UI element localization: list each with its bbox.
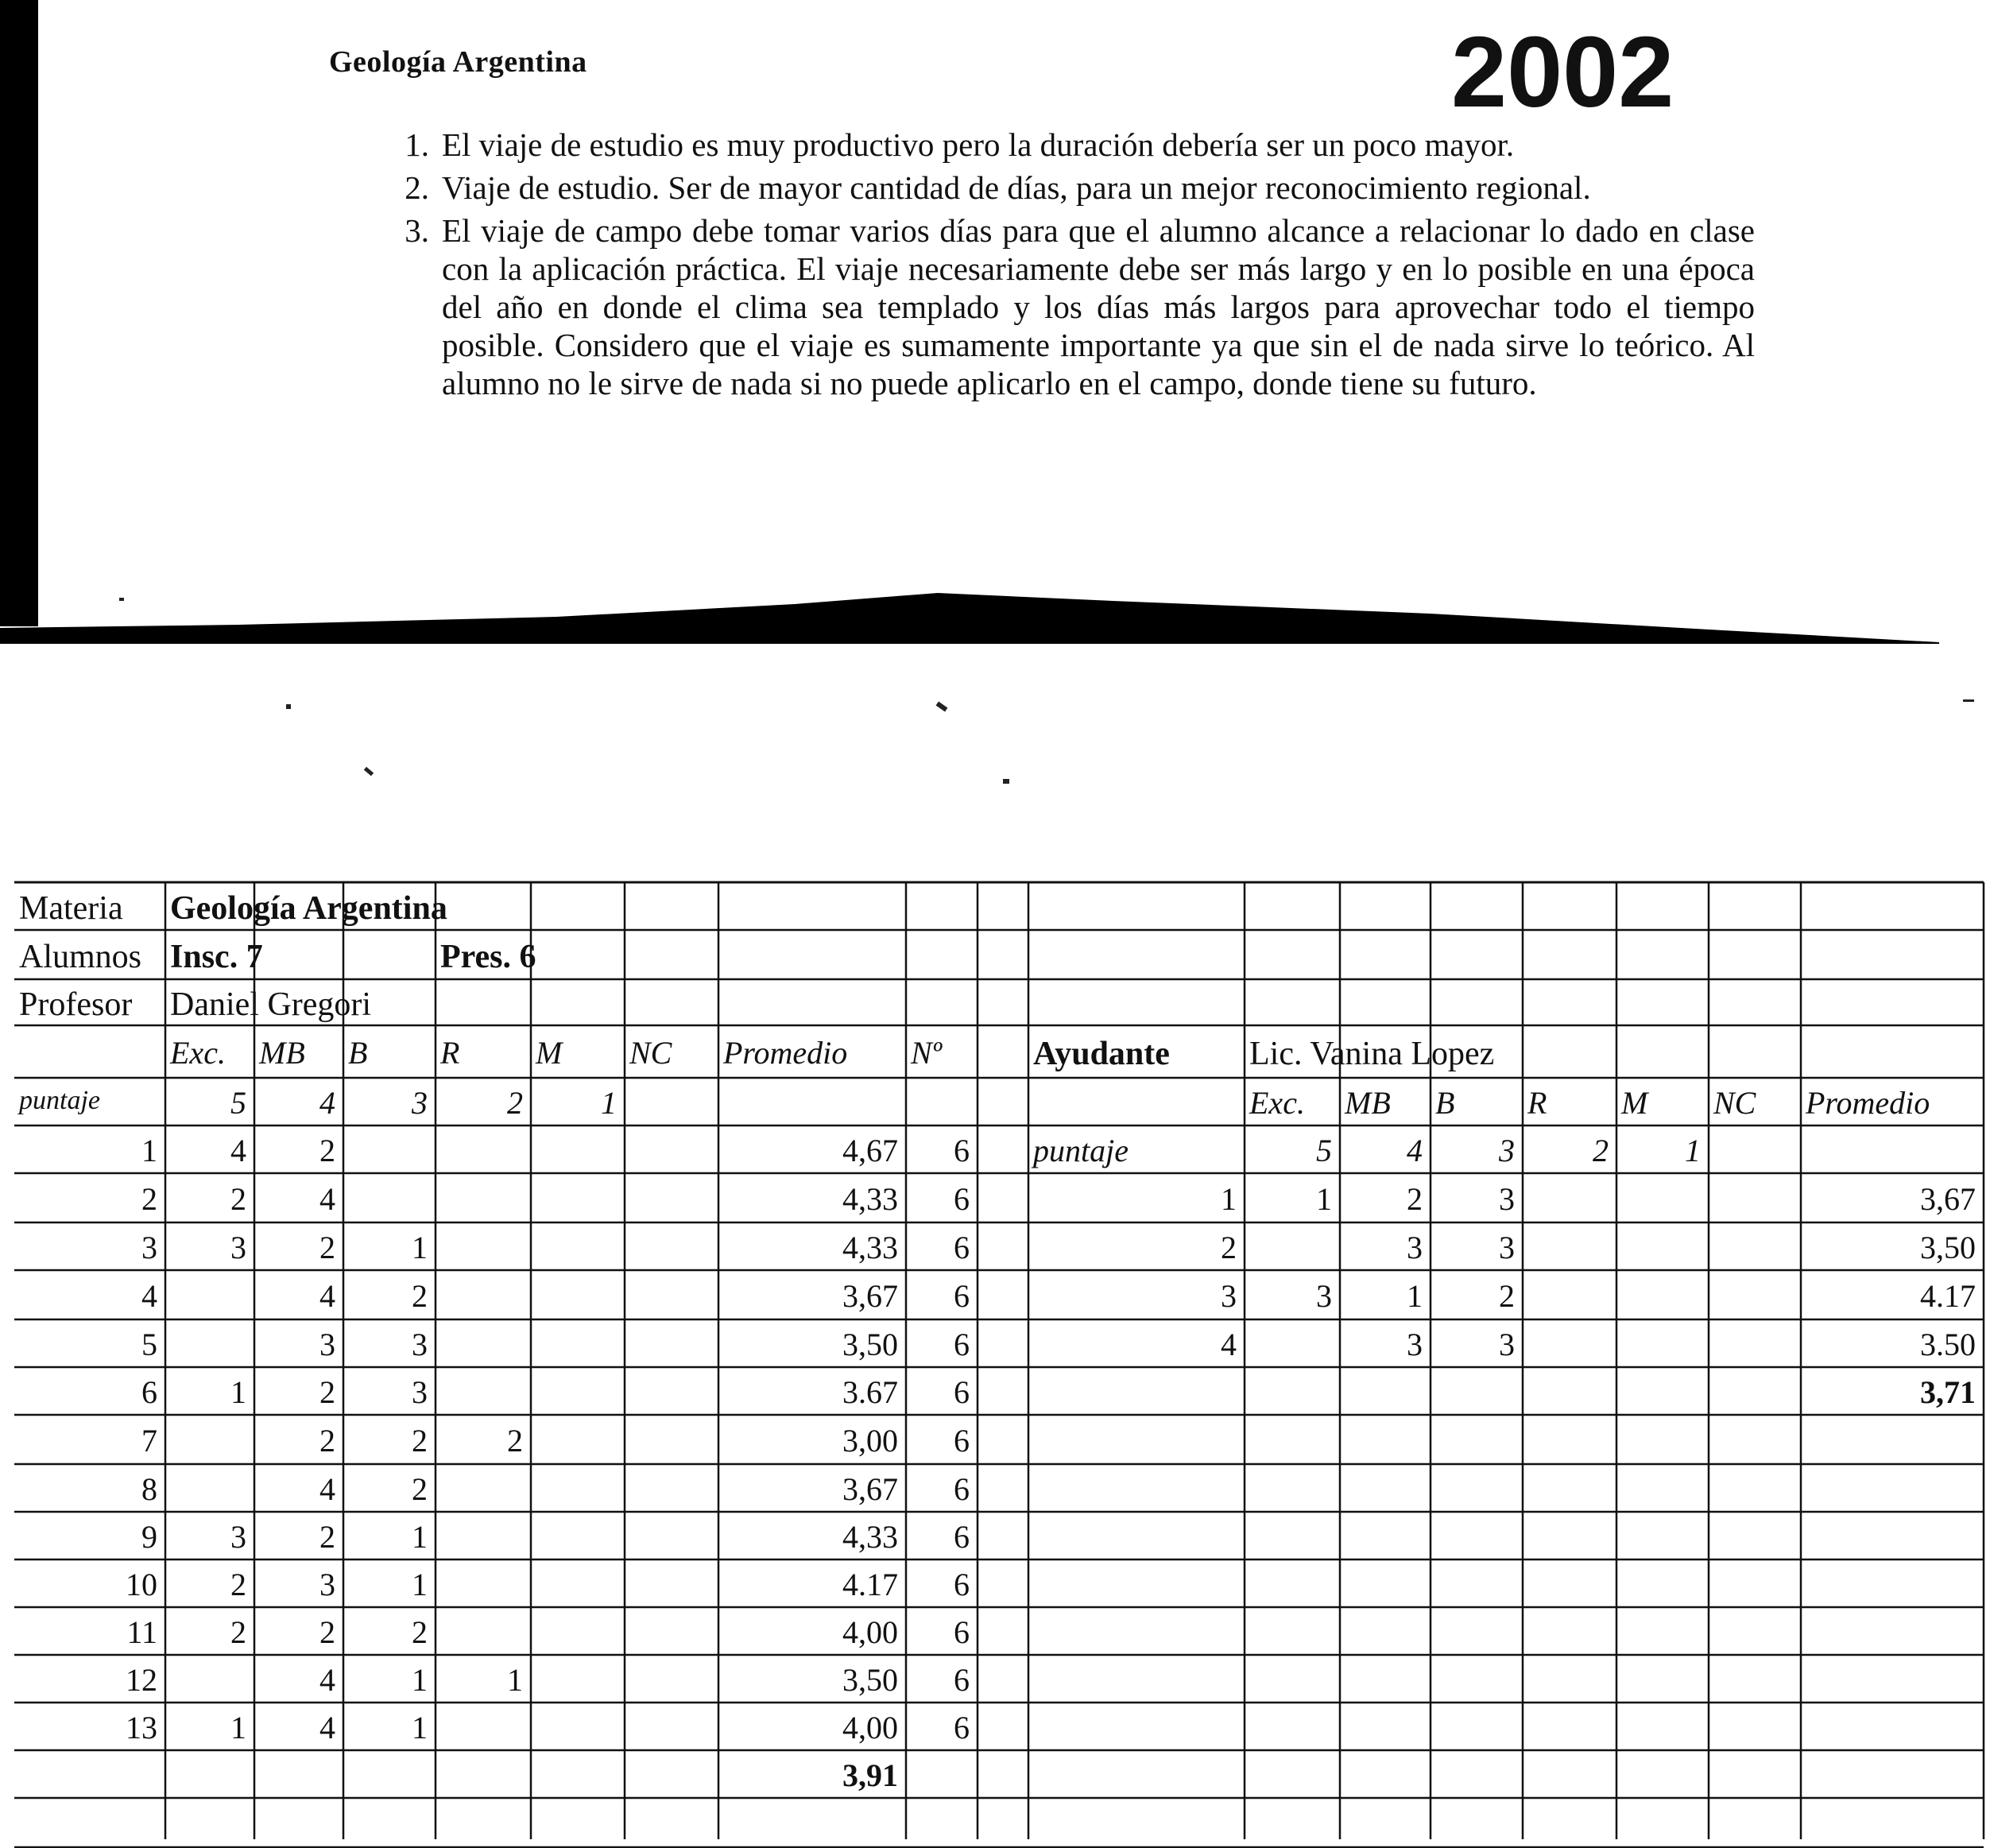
- count-mb: 2: [319, 1230, 335, 1265]
- count-b: 2: [412, 1614, 428, 1650]
- count-exc: 2: [230, 1567, 246, 1602]
- comment-number: 1.: [405, 126, 429, 163]
- ayudante-count-mb: 2: [1407, 1181, 1423, 1217]
- row-respondents: 6: [954, 1710, 970, 1745]
- row-respondents: 6: [954, 1374, 970, 1410]
- course-title: Geología Argentina: [329, 45, 587, 79]
- count-b: 3: [412, 1374, 428, 1410]
- ayudante-label: Ayudante: [1033, 1036, 1170, 1072]
- comment-text: Viaje de estudio. Ser de mayor cantidad de días, para un mejor reconocimiento regional.: [442, 169, 1591, 206]
- presentes-count: Pres. 6: [440, 939, 536, 975]
- count-mb: 2: [319, 1519, 335, 1555]
- row-number: 5: [141, 1327, 157, 1362]
- ayudante-row-average: 4.17: [1920, 1278, 1976, 1314]
- row-number: 7: [141, 1423, 157, 1459]
- inscriptos-count: Insc. 7: [170, 939, 263, 975]
- ayudante-puntaje-value: 1: [1685, 1133, 1701, 1168]
- count-r: 2: [507, 1423, 523, 1459]
- row-respondents: 6: [954, 1614, 970, 1650]
- ayudante-row-average: 3,67: [1920, 1181, 1976, 1217]
- row-average: 4,33: [842, 1181, 898, 1217]
- ayudante-column-header-promedio: Promedio: [1806, 1085, 1930, 1121]
- row-respondents: 6: [954, 1133, 970, 1168]
- count-b: 2: [412, 1423, 428, 1459]
- count-mb: 3: [319, 1327, 335, 1362]
- count-exc: 4: [230, 1133, 246, 1168]
- count-mb: 2: [319, 1374, 335, 1410]
- count-r: 1: [507, 1662, 523, 1698]
- year-label: 2002: [1451, 16, 1674, 128]
- column-header-nc: NC: [629, 1035, 672, 1071]
- count-exc: 1: [230, 1710, 246, 1745]
- row-number: 1: [141, 1133, 157, 1168]
- puntaje-value: 3: [412, 1085, 428, 1121]
- row-number: 6: [141, 1374, 157, 1410]
- row-respondents: 6: [954, 1662, 970, 1698]
- row-number: 11: [126, 1614, 157, 1650]
- materia-label: Materia: [19, 890, 123, 927]
- alumnos-label: Alumnos: [19, 939, 142, 975]
- ayudante-row-number: 4: [1221, 1327, 1237, 1362]
- ayudante-puntaje-value: 5: [1316, 1133, 1332, 1168]
- column-header-b: B: [348, 1035, 368, 1071]
- count-b: 2: [412, 1278, 428, 1314]
- count-mb: 4: [319, 1710, 335, 1745]
- count-b: 1: [412, 1519, 428, 1555]
- count-exc: 1: [230, 1374, 246, 1410]
- row-average: 4,67: [842, 1133, 898, 1168]
- count-b: 2: [412, 1471, 428, 1507]
- row-number: 2: [141, 1181, 157, 1217]
- materia-value: Geología Argentina: [170, 890, 447, 927]
- ayudante-count-mb: 3: [1407, 1230, 1423, 1265]
- puntaje-value: 4: [319, 1085, 335, 1121]
- count-b: 1: [412, 1230, 428, 1265]
- row-number: 4: [141, 1278, 157, 1314]
- count-exc: 2: [230, 1614, 246, 1650]
- ayudante-column-header-exc: Exc.: [1249, 1085, 1305, 1121]
- row-respondents: 6: [954, 1230, 970, 1265]
- ayudante-count-exc: 1: [1316, 1181, 1332, 1217]
- row-average: 3,67: [842, 1278, 898, 1314]
- column-header-mb: MB: [259, 1035, 305, 1071]
- row-average: 3,50: [842, 1662, 898, 1698]
- ayudante-count-b: 2: [1499, 1278, 1515, 1314]
- count-mb: 4: [319, 1181, 335, 1217]
- row-number: 10: [126, 1567, 157, 1602]
- ayudante-puntaje-label: puntaje: [1033, 1133, 1129, 1168]
- row-respondents: 6: [954, 1278, 970, 1314]
- row-average: 3.67: [842, 1374, 898, 1410]
- ayudante-puntaje-value: 3: [1499, 1133, 1515, 1168]
- row-respondents: 6: [954, 1567, 970, 1602]
- comment-number: 2.: [405, 169, 429, 206]
- comment-number: 3.: [405, 212, 429, 249]
- ayudante-row-average: 3.50: [1920, 1327, 1976, 1362]
- row-respondents: 6: [954, 1423, 970, 1459]
- count-mb: 4: [319, 1471, 335, 1507]
- row-respondents: 6: [954, 1327, 970, 1362]
- ayudante-row-number: 2: [1221, 1230, 1237, 1265]
- column-header-promedio: Promedio: [723, 1035, 848, 1071]
- row-respondents: 6: [954, 1471, 970, 1507]
- count-mb: 4: [319, 1662, 335, 1698]
- ayudante-column-header-nc: NC: [1713, 1085, 1756, 1121]
- count-b: 1: [412, 1662, 428, 1698]
- row-average: 4.17: [842, 1567, 898, 1602]
- count-exc: 3: [230, 1230, 246, 1265]
- count-mb: 2: [319, 1133, 335, 1168]
- row-average: 4,33: [842, 1230, 898, 1265]
- row-number: 8: [141, 1471, 157, 1507]
- ayudante-row-average: 3,50: [1920, 1230, 1976, 1265]
- ayudante-puntaje-value: 4: [1407, 1133, 1423, 1168]
- ayudante-count-mb: 3: [1407, 1327, 1423, 1362]
- count-b: 1: [412, 1710, 428, 1745]
- column-header-exc: Exc.: [170, 1035, 226, 1071]
- profesor-overall-average: 3,91: [842, 1757, 898, 1793]
- ayudante-row-number: 1: [1221, 1181, 1237, 1217]
- ayudante-overall-average: 3,71: [1920, 1374, 1976, 1410]
- count-exc: 3: [230, 1519, 246, 1555]
- profesor-name: Daniel Gregori: [170, 986, 372, 1023]
- count-mb: 4: [319, 1278, 335, 1314]
- ayudante-column-header-r: R: [1527, 1085, 1547, 1121]
- ayudante-count-b: 3: [1499, 1230, 1515, 1265]
- row-average: 3,67: [842, 1471, 898, 1507]
- count-exc: 2: [230, 1181, 246, 1217]
- ayudante-row-number: 3: [1221, 1278, 1237, 1314]
- comment-text: El viaje de campo debe tomar varios días para que el alumno alcance a relacionar lo dado en clase con la aplicación práctica. El viaje necesariamente debe ser más largo y en lo posible en una época del año en donde el clima sea templado y los días más largos para aprovechar todo el tiempo posible. Considero que el viaje es sumamente importante ya que sin el de nada sirve lo teórico. Al alumno no le sirve de nada si no puede aplicarlo en el campo, donde tiene su futuro.: [442, 212, 1755, 401]
- row-average: 4,33: [842, 1519, 898, 1555]
- column-header-numero: Nº: [911, 1035, 943, 1071]
- count-mb: 2: [319, 1423, 335, 1459]
- puntaje-label: puntaje: [19, 1086, 100, 1115]
- count-b: 1: [412, 1567, 428, 1602]
- row-average: 4,00: [842, 1614, 898, 1650]
- comment-text: El viaje de estudio es muy productivo pero la duración debería ser un poco mayor.: [442, 126, 1515, 163]
- row-average: 3,00: [842, 1423, 898, 1459]
- ayudante-column-header-mb: MB: [1345, 1085, 1391, 1121]
- row-number: 13: [126, 1710, 157, 1745]
- puntaje-value: 5: [230, 1085, 246, 1121]
- puntaje-value: 2: [507, 1085, 523, 1121]
- ayudante-column-header-m: M: [1621, 1085, 1648, 1121]
- count-mb: 2: [319, 1614, 335, 1650]
- ayudante-count-mb: 1: [1407, 1278, 1423, 1314]
- row-respondents: 6: [954, 1181, 970, 1217]
- column-header-m: M: [536, 1035, 563, 1071]
- row-average: 3,50: [842, 1327, 898, 1362]
- row-number: 12: [126, 1662, 157, 1698]
- profesor-label: Profesor: [19, 986, 133, 1023]
- ayudante-column-header-b: B: [1435, 1085, 1455, 1121]
- count-mb: 3: [319, 1567, 335, 1602]
- ayudante-count-b: 3: [1499, 1181, 1515, 1217]
- ayudante-count-exc: 3: [1316, 1278, 1332, 1314]
- count-b: 3: [412, 1327, 428, 1362]
- ayudante-name: Lic. Vanina Lopez: [1249, 1036, 1495, 1072]
- puntaje-value: 1: [601, 1085, 617, 1121]
- column-header-r: R: [440, 1035, 460, 1071]
- ayudante-puntaje-value: 2: [1593, 1133, 1609, 1168]
- row-number: 9: [141, 1519, 157, 1555]
- row-average: 4,00: [842, 1710, 898, 1745]
- ayudante-count-b: 3: [1499, 1327, 1515, 1362]
- row-respondents: 6: [954, 1519, 970, 1555]
- row-number: 3: [141, 1230, 157, 1265]
